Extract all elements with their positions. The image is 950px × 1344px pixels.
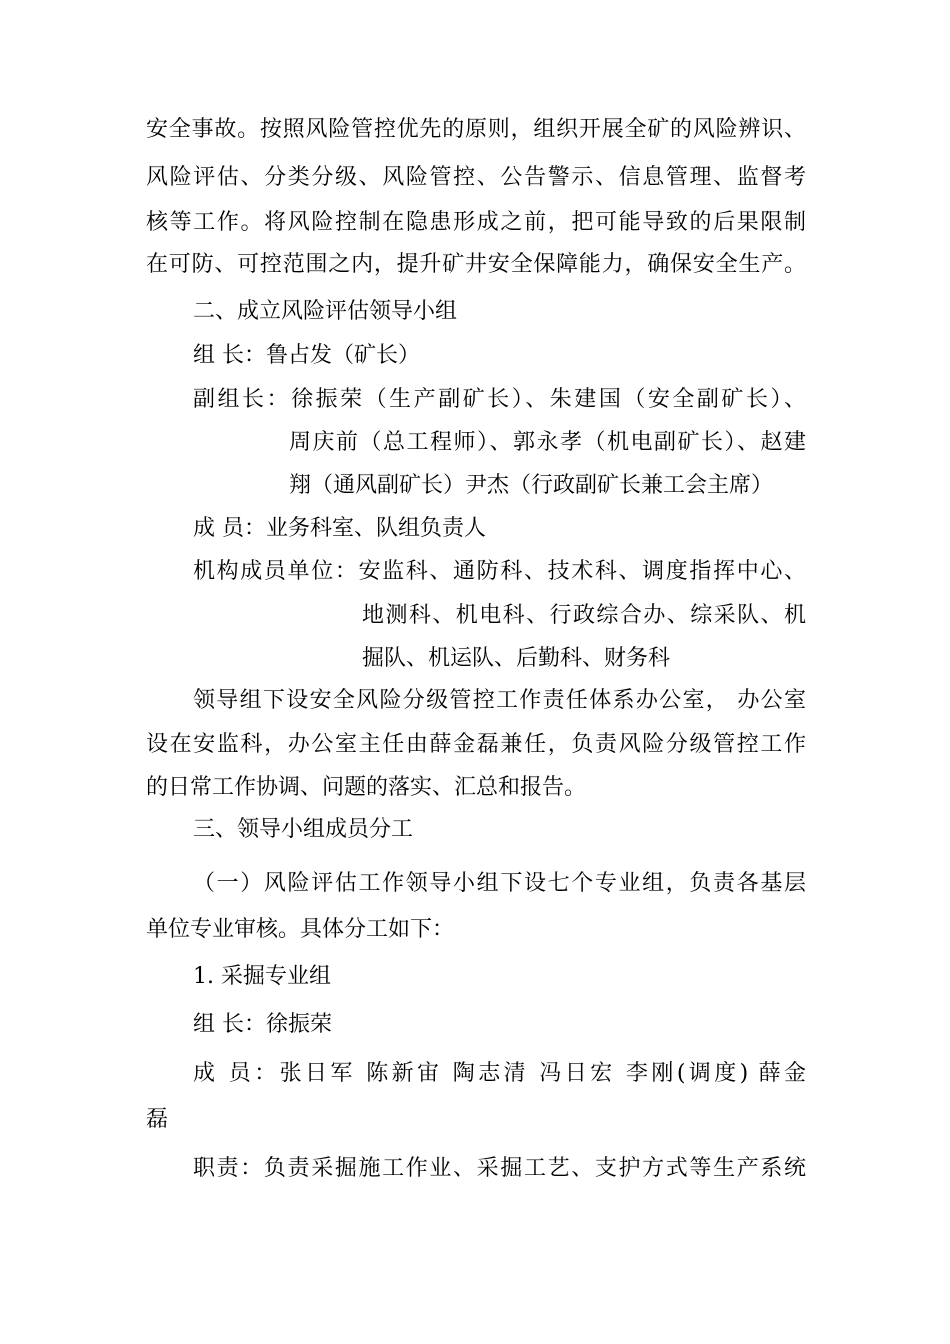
subsection-heading: 1. 采掘专业组 [193, 964, 331, 989]
paragraph-line: 领导组下设安全风险分级管控工作责任体系办公室， 办公室 [193, 688, 806, 713]
duties-line: 职责：负责采掘施工作业、采掘工艺、支护方式等生产系统 [193, 1156, 806, 1181]
members-line: 磊 [146, 1107, 169, 1132]
deputy-leader-line: 翔（通风副矿长）尹杰（行政副矿长兼工会主席） [289, 473, 774, 498]
members-line: 成 员：业务科室、队组负责人 [193, 516, 486, 541]
paragraph-line: 设在安监科，办公室主任由薛金磊兼任，负责风险分级管控工作 [146, 732, 806, 757]
paragraph-line: 的日常工作协调、问题的落实、汇总和报告。 [146, 775, 587, 800]
deputy-leader-line: 周庆前（总工程师）、郭永孝（机电副矿长）、赵建 [289, 430, 806, 455]
paragraph-line: 安全事故。按照风险管控优先的原则，组织开展全矿的风险辨识、 [146, 117, 806, 142]
paragraph-line: 核等工作。将风险控制在隐患形成之前，把可能导致的后果限制 [146, 210, 806, 235]
deputy-leader-line: 副组长：徐振荣（生产副矿长）、朱建国（安全副矿长）、 [193, 387, 806, 412]
paragraph-line: 单位专业审核。具体分工如下： [146, 917, 455, 942]
member-units-line: 掘队、机运队、后勤科、财务科 [362, 646, 671, 671]
section-heading: 三、领导小组成员分工 [193, 817, 414, 842]
paragraph-line: （一）风险评估工作领导小组下设七个专业组，负责各基层 [193, 871, 806, 896]
member-units-line: 机构成员单位：安监科、通防科、技术科、调度指挥中心、 [193, 559, 806, 584]
paragraph-line: 在可防、可控范围之内，提升矿井安全保障能力，确保安全生产。 [146, 252, 806, 277]
leader-line: 组 长：徐振荣 [193, 1012, 332, 1037]
leader-line: 组 长：鲁占发（矿长） [193, 343, 420, 368]
member-units-line: 地测科、机电科、行政综合办、综采队、机 [362, 603, 806, 628]
paragraph-line: 风险评估、分类分级、风险管控、公告警示、信息管理、监督考 [146, 165, 806, 190]
section-heading: 二、成立风险评估领导小组 [193, 299, 458, 324]
members-line: 成 员：张日军 陈新宙 陶志清 冯日宏 李刚(调度) 薛金 [193, 1061, 806, 1086]
